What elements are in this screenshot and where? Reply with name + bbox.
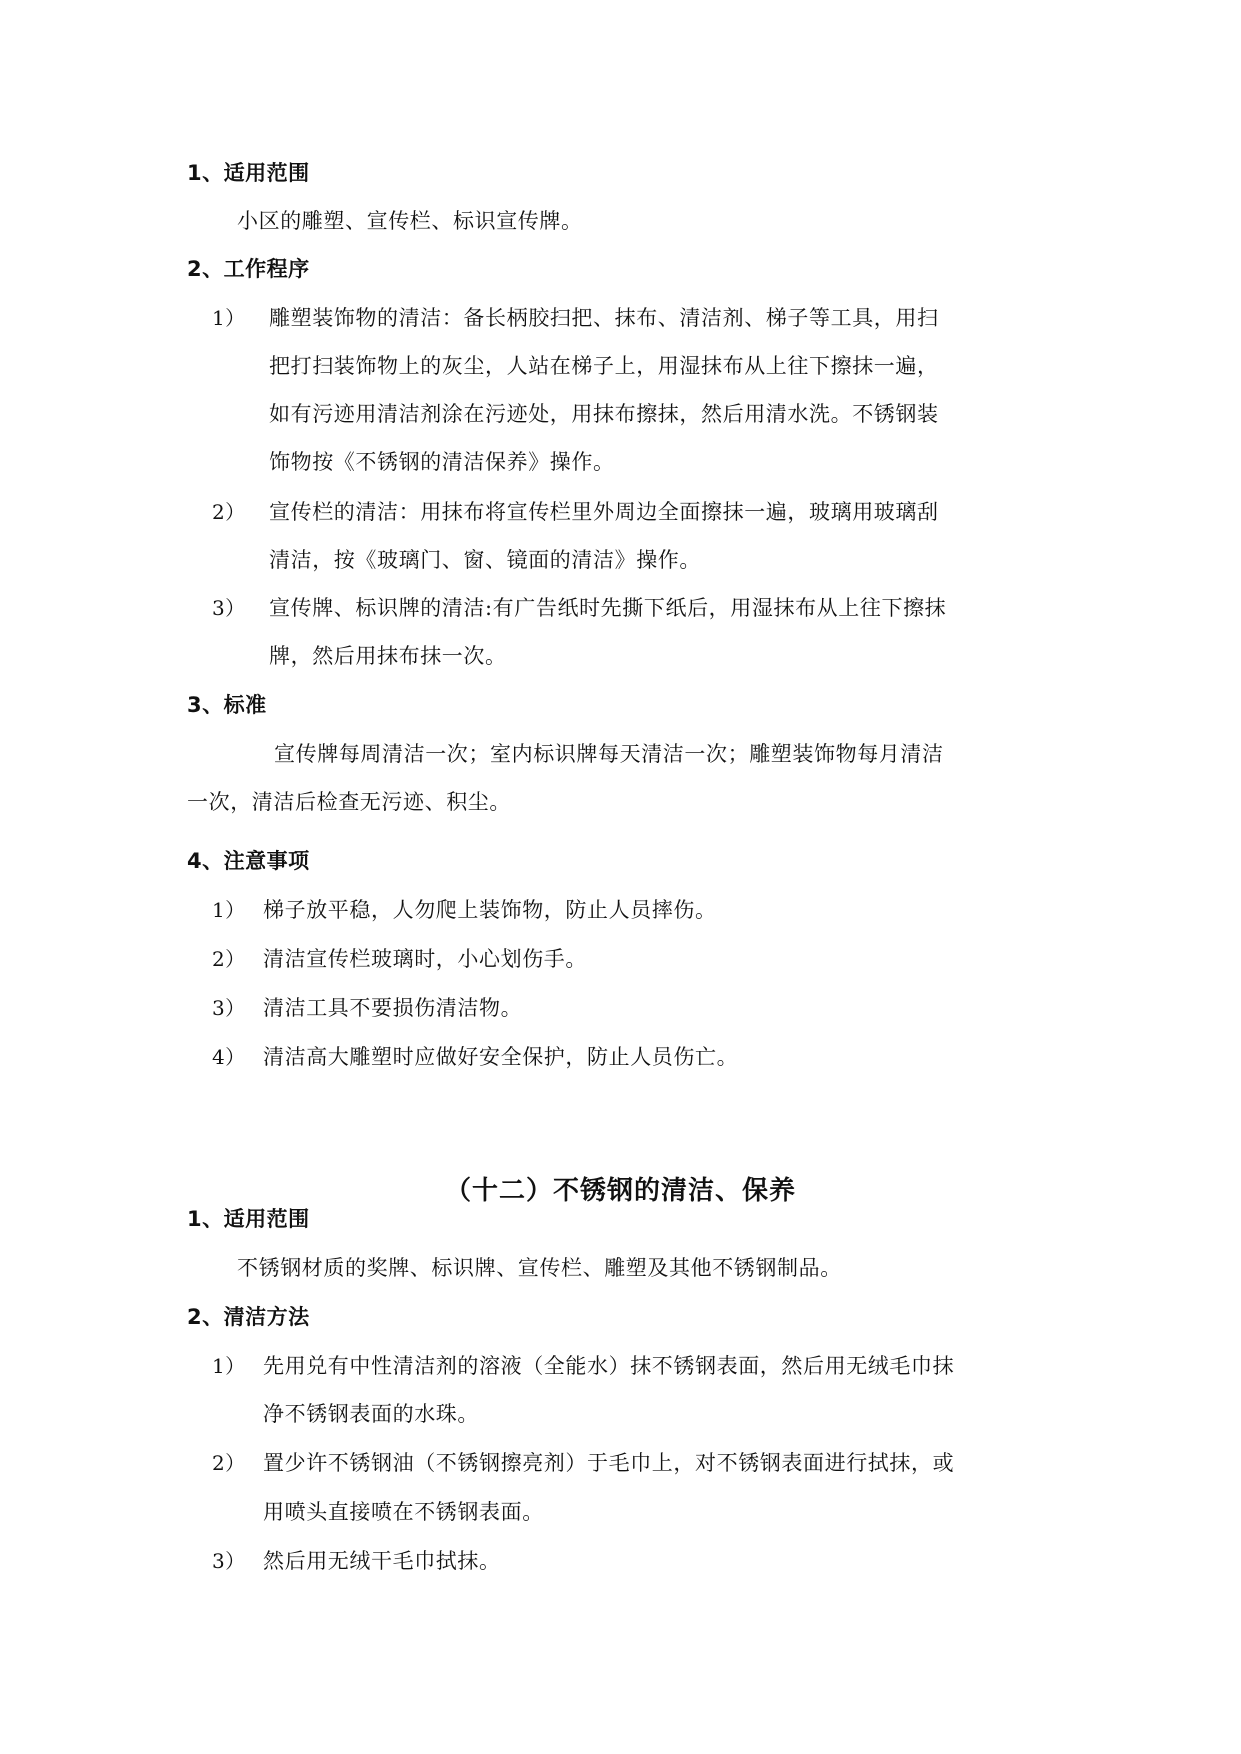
method-item-2-line-2: 用喷头直接喷在不锈钢表面。 bbox=[263, 1500, 544, 1524]
procedure-item-1-line-4: 饰物按《不锈钢的清洁保养》操作。 bbox=[269, 450, 615, 474]
method-item-2-line-1: 置少许不锈钢油（不锈钢擦亮剂）于毛巾上，对不锈钢表面进行拭抹，或 bbox=[263, 1451, 955, 1475]
stainless-scope-heading: 1、适用范围 bbox=[187, 1207, 310, 1231]
standard-line-2: 一次，清洁后检查无污迹、积尘。 bbox=[187, 790, 511, 814]
procedure-heading: 2、工作程序 bbox=[187, 257, 310, 281]
standard-line-1: 宣传牌每周清洁一次；室内标识牌每天清洁一次；雕塑装饰物每月清洁 bbox=[274, 742, 944, 766]
method-heading: 2、清洁方法 bbox=[187, 1305, 310, 1329]
procedure-item-3-line-2: 牌，然后用抹布抹一次。 bbox=[269, 644, 507, 668]
standard-heading: 3、标准 bbox=[187, 693, 267, 717]
method-item-3-number: 3） bbox=[212, 1549, 246, 1573]
notes-item-1-number: 1） bbox=[212, 898, 246, 922]
method-item-3-line-1: 然后用无绒干毛巾拭抹。 bbox=[263, 1549, 501, 1573]
procedure-item-1-line-2: 把打扫装饰物上的灰尘，人站在梯子上，用湿抹布从上往下擦抹一遍， bbox=[269, 354, 939, 378]
notes-heading: 4、注意事项 bbox=[187, 849, 310, 873]
procedure-item-2-line-2: 清洁，按《玻璃门、窗、镜面的清洁》操作。 bbox=[269, 548, 701, 572]
section-title: （十二）不锈钢的清洁、保养 bbox=[444, 1176, 796, 1206]
method-item-1-line-1: 先用兑有中性清洁剂的溶液（全能水）抹不锈钢表面，然后用无绒毛巾抹 bbox=[263, 1354, 955, 1378]
notes-item-4-text: 清洁高大雕塑时应做好安全保护，防止人员伤亡。 bbox=[263, 1045, 739, 1069]
method-item-1-line-2: 净不锈钢表面的水珠。 bbox=[263, 1402, 479, 1426]
procedure-item-1-number: 1） bbox=[212, 306, 246, 330]
procedure-item-3-number: 3） bbox=[212, 596, 246, 620]
notes-item-2-number: 2） bbox=[212, 947, 246, 971]
stainless-scope-text: 不锈钢材质的奖牌、标识牌、宣传栏、雕塑及其他不锈钢制品。 bbox=[237, 1256, 842, 1280]
notes-item-3-number: 3） bbox=[212, 996, 246, 1020]
notes-item-4-number: 4） bbox=[212, 1045, 246, 1069]
scope-heading: 1、适用范围 bbox=[187, 161, 310, 185]
procedure-item-3-line-1: 宣传牌、标识牌的清洁:有广告纸时先撕下纸后，用湿抹布从上往下擦抹 bbox=[269, 596, 947, 620]
scope-text: 小区的雕塑、宣传栏、标识宣传牌。 bbox=[237, 209, 583, 233]
notes-item-2-text: 清洁宣传栏玻璃时，小心划伤手。 bbox=[263, 947, 587, 971]
procedure-item-2-line-1: 宣传栏的清洁：用抹布将宣传栏里外周边全面擦抹一遍，玻璃用玻璃刮 bbox=[269, 500, 939, 524]
procedure-item-1-line-1: 雕塑装饰物的清洁：备长柄胶扫把、抹布、清洁剂、梯子等工具，用扫 bbox=[269, 306, 939, 330]
method-item-1-number: 1） bbox=[212, 1354, 246, 1378]
method-item-2-number: 2） bbox=[212, 1451, 246, 1475]
procedure-item-2-number: 2） bbox=[212, 500, 246, 524]
procedure-item-1-line-3: 如有污迹用清洁剂涂在污迹处，用抹布擦抹，然后用清水洗。不锈钢装 bbox=[269, 402, 939, 426]
notes-item-1-text: 梯子放平稳，人勿爬上装饰物，防止人员摔伤。 bbox=[263, 898, 717, 922]
notes-item-3-text: 清洁工具不要损伤清洁物。 bbox=[263, 996, 523, 1020]
